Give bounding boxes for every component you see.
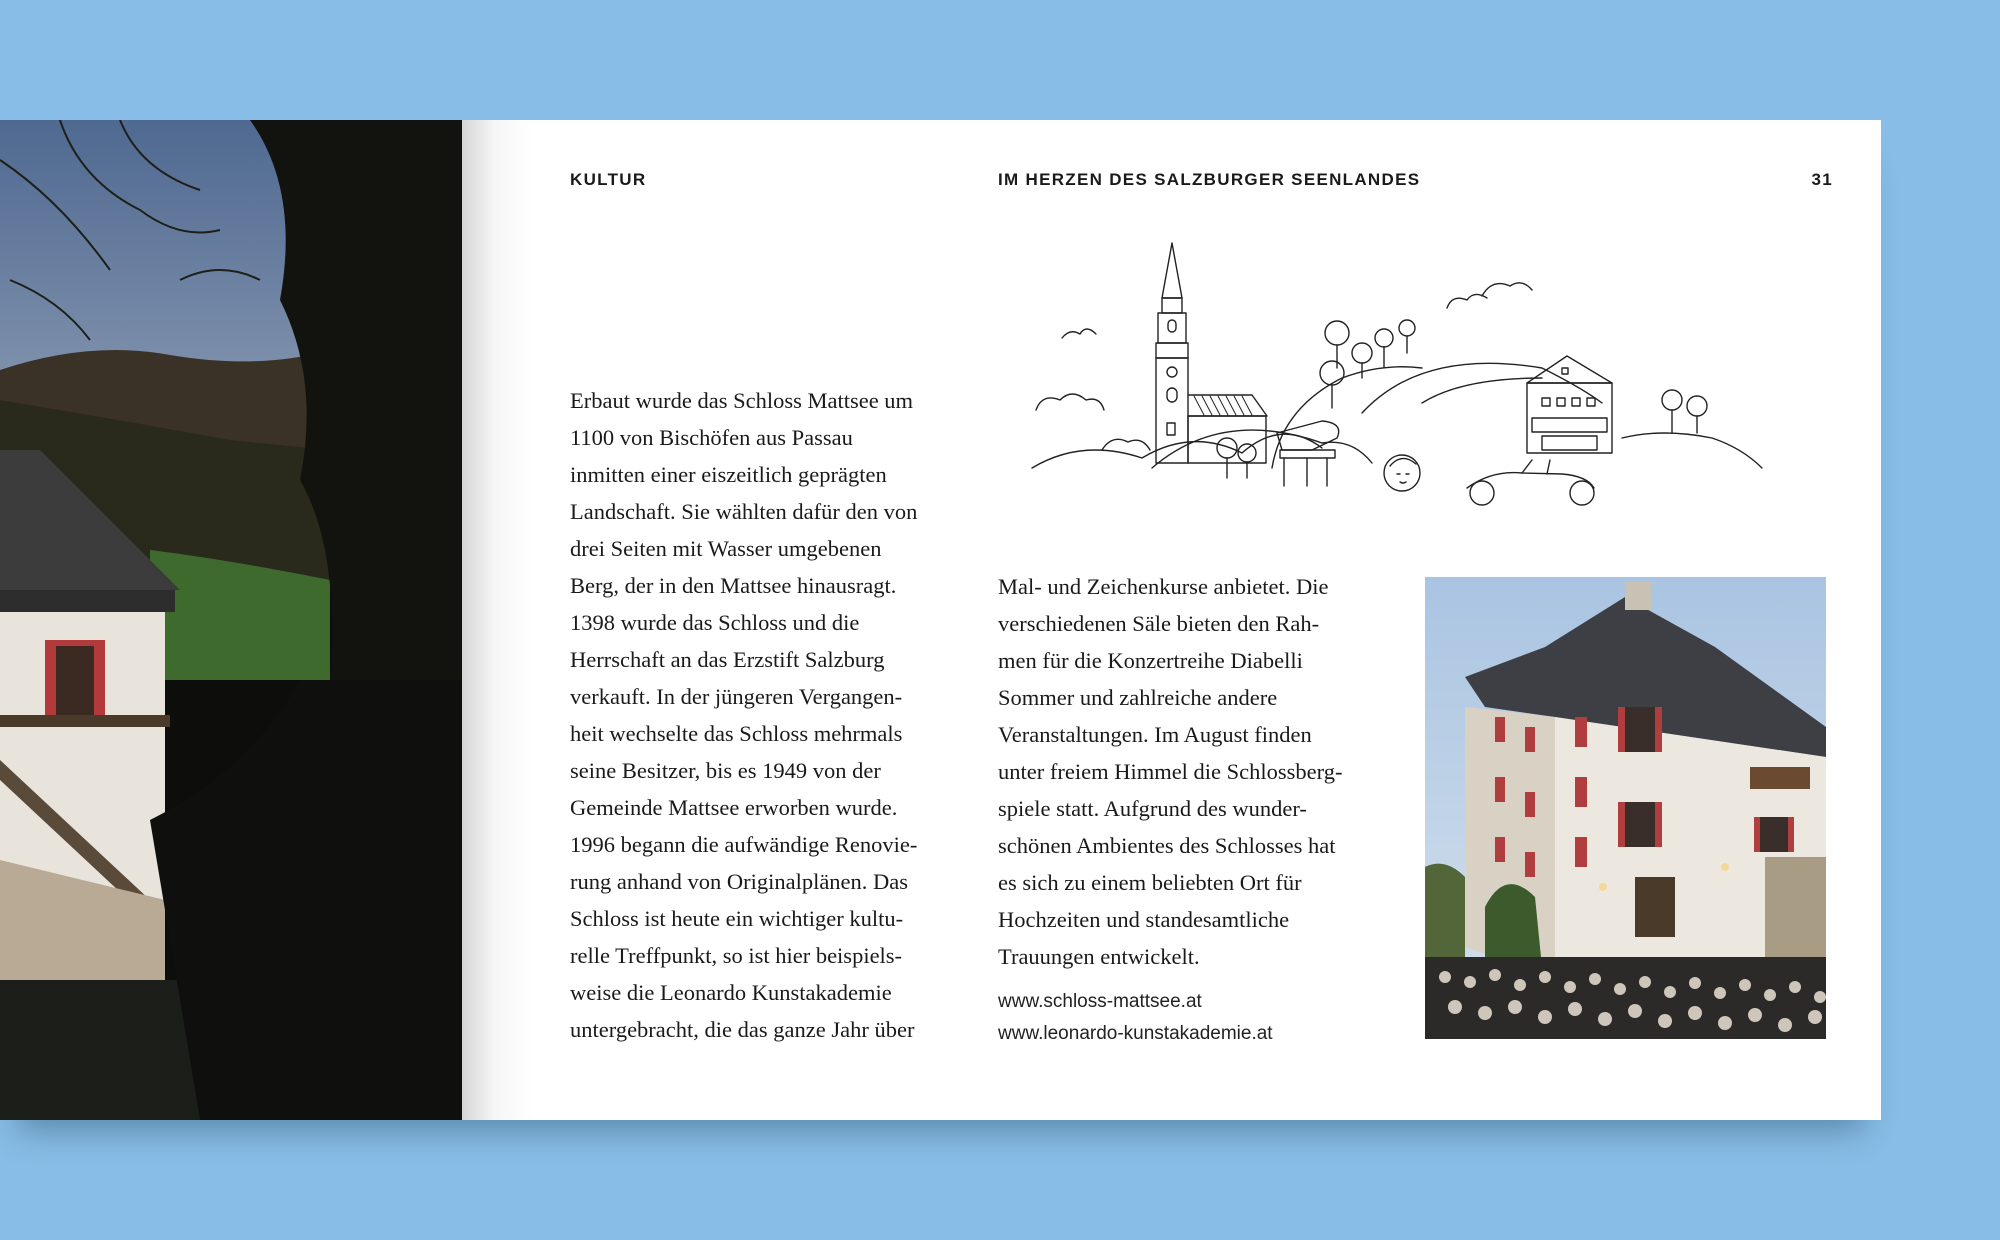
text-line: 1398 wurde das Schloss und die bbox=[570, 610, 860, 635]
link-schloss-mattsee[interactable]: www.schloss-mattsee.at bbox=[998, 991, 1202, 1012]
text-line: Hochzeiten und standesamtliche bbox=[998, 907, 1290, 932]
text-line: weise die Leonardo Kunstakademie bbox=[570, 980, 892, 1005]
body-text-column-left bbox=[570, 382, 990, 1048]
landscape-line-illustration bbox=[1022, 238, 1822, 538]
text-line: relle Treffpunkt, so ist hier beispiels- bbox=[570, 943, 903, 968]
page-gutter-shadow bbox=[462, 120, 532, 1120]
right-page bbox=[462, 120, 1881, 1120]
text-line: Mal- und Zeichenkurse anbietet. Die bbox=[998, 574, 1329, 599]
text-line: Schloss ist heute ein wichtiger kultu- bbox=[570, 906, 904, 931]
web-links bbox=[998, 986, 1273, 1050]
text-line: Landschaft. Sie wählten dafür den von bbox=[570, 499, 918, 524]
text-line: Erbaut wurde das Schloss Mattsee um bbox=[570, 388, 914, 413]
text-line: Veranstaltungen. Im August finden bbox=[998, 722, 1312, 747]
text-line: verschiedenen Säle bieten den Rah- bbox=[998, 611, 1320, 636]
text-line: spiele statt. Aufgrund des wunder- bbox=[998, 796, 1307, 821]
text-line: inmitten einer eiszeitlich geprägten bbox=[570, 462, 887, 487]
section-label: KULTUR bbox=[570, 170, 647, 189]
brochure-spread bbox=[0, 120, 1881, 1120]
castle-photo bbox=[1425, 577, 1826, 1039]
text-line: verkauft. In der jüngeren Vergangen- bbox=[570, 684, 903, 709]
text-line: Herrschaft an das Erzstift Salzburg bbox=[570, 647, 885, 672]
text-line: 1996 begann die aufwändige Renovie- bbox=[570, 832, 918, 857]
link-leonardo-kunstakademie[interactable]: www.leonardo-kunstakademie.at bbox=[998, 1023, 1273, 1044]
text-line: Trauungen entwickelt. bbox=[998, 944, 1200, 969]
text-line: rung anhand von Originalplänen. Das bbox=[570, 869, 909, 894]
text-line: unter freiem Himmel die Schlossberg- bbox=[998, 759, 1343, 784]
text-line: heit wechselte das Schloss mehrmals bbox=[570, 721, 903, 746]
text-line: untergebracht, die das ganze Jahr über bbox=[570, 1017, 915, 1042]
text-line: es sich zu einem beliebten Ort für bbox=[998, 870, 1302, 895]
text-line: men für die Konzertreihe Diabelli bbox=[998, 648, 1303, 673]
text-line: schönen Ambientes des Schlosses hat bbox=[998, 833, 1336, 858]
text-line: Gemeinde Mattsee erworben wurde. bbox=[570, 795, 898, 820]
page-number: 31 bbox=[1811, 170, 1833, 189]
page-header-title: IM HERZEN DES SALZBURGER SEENLANDES bbox=[998, 170, 1421, 189]
text-line: 1100 von Bischöfen aus Passau bbox=[570, 425, 853, 450]
text-line: drei Seiten mit Wasser umgebenen bbox=[570, 536, 882, 561]
left-page-photo bbox=[0, 120, 462, 1120]
body-text-column-middle bbox=[998, 568, 1418, 975]
text-line: seine Besitzer, bis es 1949 von der bbox=[570, 758, 881, 783]
text-line: Sommer und zahlreiche andere bbox=[998, 685, 1278, 710]
text-line: Berg, der in den Mattsee hinausragt. bbox=[570, 573, 897, 598]
